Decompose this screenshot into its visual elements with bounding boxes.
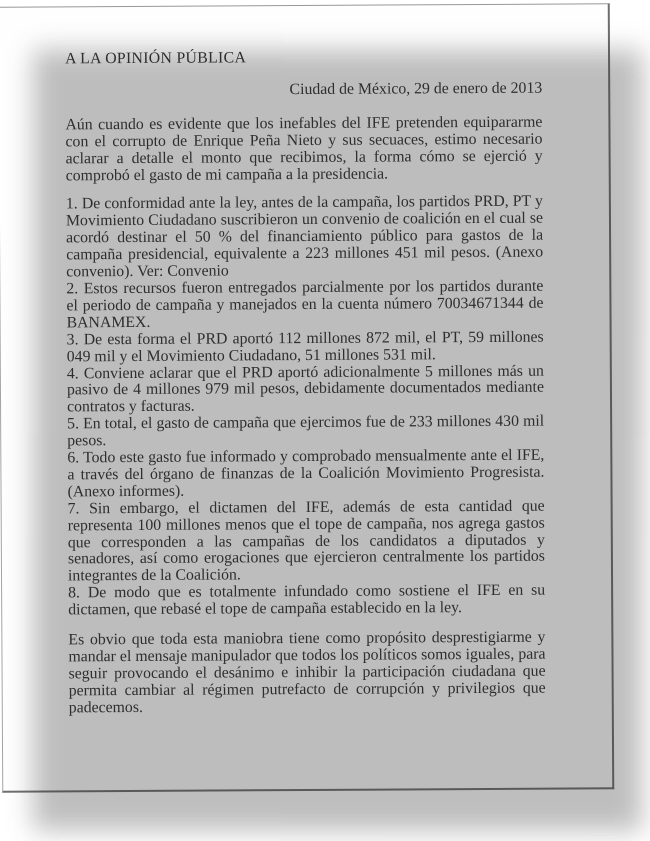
- letter-numbered-item-8: 8. De modo que es totalmente infundado como sostiene el IFE en su dictamen, que rebasé el tope de campaña establecido en la ley.: [68, 581, 546, 619]
- letter-title: A LA OPINIÓN PÚBLICA: [64, 49, 247, 68]
- letter-page: [0, 3, 614, 793]
- letter-intro-paragraph: Aún cuando es evidente que los inefables del IFE pretenden equipararme con el corrupto de Enrique Peña Nieto y sus secuaces, estimo necesario aclarar a detalle el monto que recibimos, la forma cómo se ejerció y comprobó el gasto de mi campaña a la presidencia.: [65, 113, 543, 184]
- letter-dateline: Ciudad de México, 29 de enero de 2013: [289, 79, 543, 98]
- letter-closing-paragraph: Es obvio que toda esta maniobra tiene como propósito desprestigiarme y mandar el mensaje manipulador que todos los políticos somos iguales, para seguir provocando el desánimo e inhibir la participación ciudadana que permita cambiar al régimen putrefacto de corrupción y privilegios que padecemos.: [68, 628, 546, 717]
- letter-numbered-item-1: 1. De conformidad ante la ley, antes de la campaña, los partidos PRD, PT y Movimiento Ciudadano suscribieron un convenio de coalición en el cual se acordó destinar el 50 % del financiamiento público para gastos de la campaña presidencial, equivalente a 223 millones 451 mil pesos. (Anexo convenio). Ver: Convenio: [65, 193, 544, 281]
- letter-numbered-item-2: 2. Estos recursos fueron entregados parcialmente por los partidos durante el periodo de campaña y manejados en la cuenta número 70034671344 de BANAMEX.: [66, 277, 544, 332]
- letter-content: [65, 49, 546, 717]
- letter-numbered-item-3: 3. De esta forma el PRD aportó 112 millones 872 mil, el PT, 59 millones 049 mil y el Movimiento Ciudadano, 51 millones 531 mil.: [66, 328, 544, 365]
- letter-numbered-item-7: 7. Sin embargo, el dictamen del IFE, además de esta cantidad que representa 100 millones menos que el tope de campaña, nos agrega gastos que corresponden a las campañas de los candidatos a diputados y senadores, así como erogaciones que ejercieron centralmente los partidos integrantes de la Coalición.: [67, 497, 545, 585]
- letter-numbered-item-6: 6. Todo este gasto fue informado y comprobado mensualmente ante el IFE, a través del órgano de finanzas de la Coalición Movimiento Progresista. (Anexo informes).: [67, 446, 545, 501]
- letter-numbered-item-4: 4. Conviene aclarar que el PRD aportó adicionalmente 5 millones más un pasivo de 4 millones 979 mil pesos, debidamente documentados mediante contratos y facturas.: [66, 362, 544, 416]
- letter-numbered-item-5: 5. En total, el gasto de campaña que ejercimos fue de 233 millones 430 mil pesos.: [67, 412, 545, 450]
